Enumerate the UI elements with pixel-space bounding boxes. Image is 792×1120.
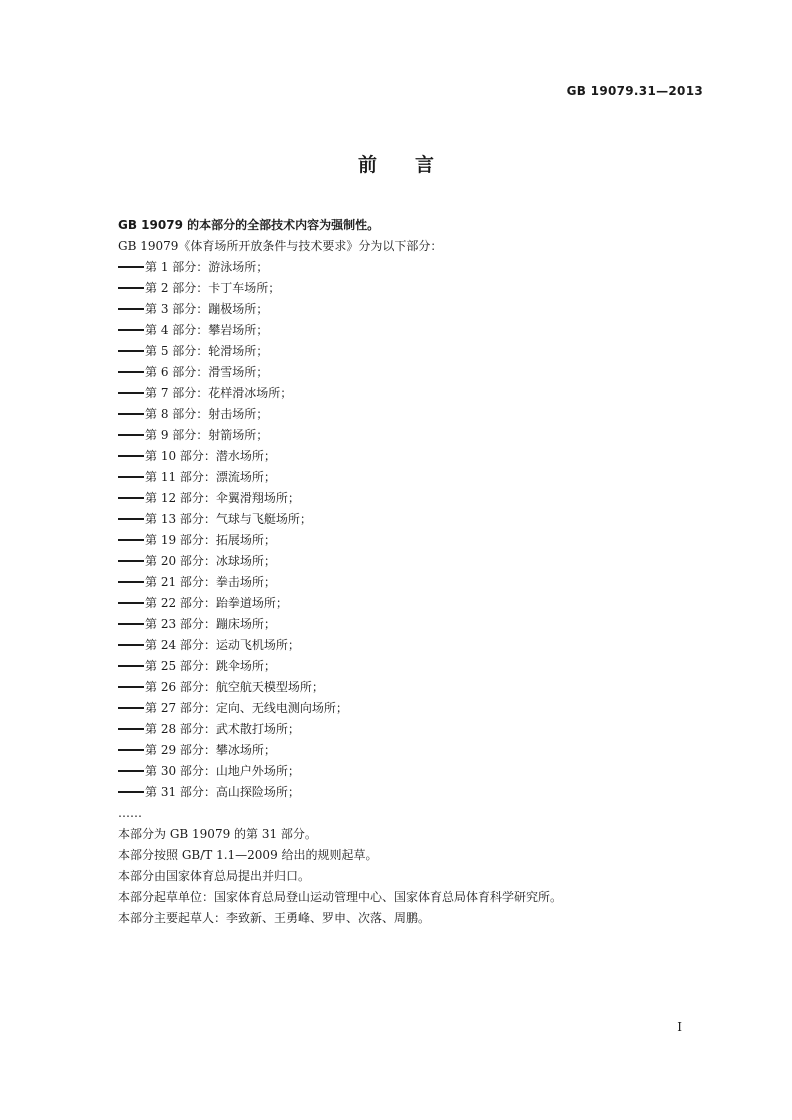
em-dash-icon [118,707,144,709]
list-item [118,341,718,362]
mandatory-statement: GB 19079 的本部分的全部技术内容为强制性。 [118,218,380,232]
note-line: 本部分起草单位：国家体育总局登山运动管理中心、国家体育总局体育科学研究所。 [118,890,563,904]
list-item-text: 第 3 部分：蹦极场所； [145,302,269,316]
list-item-text: 第 30 部分：山地户外场所； [145,764,300,778]
list-item-text: 第 12 部分：伞翼滑翔场所； [145,491,300,505]
em-dash-icon [118,392,144,394]
em-dash-icon [118,539,144,541]
em-dash-icon [118,560,144,562]
note-line: 本部分由国家体育总局提出并归口。 [118,869,311,883]
list-item [118,719,718,740]
list-item-text: 第 20 部分：冰球场所； [145,554,276,568]
list-item [118,572,718,593]
em-dash-icon [118,770,144,772]
division-statement: GB 19079《体育场所开放条件与技术要求》分为以下部分： [118,239,443,253]
em-dash-icon [118,476,144,478]
list-item [118,656,718,677]
list-item-text: 第 9 部分：射箭场所； [145,428,269,442]
list-item [118,551,718,572]
parts-list [118,257,718,803]
em-dash-icon [118,749,144,751]
list-item [118,299,718,320]
list-item [118,362,718,383]
em-dash-icon [118,728,144,730]
list-item-text: 第 13 部分：气球与飞艇场所； [145,512,312,526]
list-item-text: 第 6 部分：滑雪场所； [145,365,269,379]
list-item-text: 第 2 部分：卡丁车场所； [145,281,281,295]
list-item [118,530,718,551]
em-dash-icon [118,644,144,646]
note-line: 本部分按照 GB/T 1.1—2009 给出的规则起草。 [118,848,378,862]
em-dash-icon [118,497,144,499]
list-item-text: 第 1 部分：游泳场所； [145,260,269,274]
list-item [118,761,718,782]
foreword-body [118,215,718,929]
list-item-text: 第 27 部分：定向、无线电测向场所； [145,701,348,715]
em-dash-icon [118,623,144,625]
em-dash-icon [118,308,144,310]
list-item-text: 第 25 部分：跳伞场所； [145,659,276,673]
em-dash-icon [118,791,144,793]
list-item-text: 第 21 部分：拳击场所； [145,575,276,589]
note-line: 本部分为 GB 19079 的第 31 部分。 [118,827,317,841]
list-item-text: 第 26 部分：航空航天模型场所； [145,680,324,694]
em-dash-icon [118,434,144,436]
list-item-text: 第 24 部分：运动飞机场所； [145,638,300,652]
list-item [118,782,718,803]
list-item [118,320,718,341]
list-item-text: 第 5 部分：轮滑场所； [145,344,269,358]
page-title: 前言 [357,154,472,176]
em-dash-icon [118,455,144,457]
em-dash-icon [118,665,144,667]
list-item [118,404,718,425]
list-item-text: 第 7 部分：花样滑冰场所； [145,386,293,400]
list-item [118,677,718,698]
list-item [118,509,718,530]
em-dash-icon [118,686,144,688]
note-line: 本部分主要起草人：李致新、王勇峰、罗申、次落、周鹏。 [118,911,431,925]
list-item-text: 第 19 部分：拓展场所； [145,533,276,547]
list-item [118,593,718,614]
list-item-text: 第 10 部分：潜水场所； [145,449,276,463]
list-item [118,446,718,467]
em-dash-icon [118,266,144,268]
standard-code: GB 19079.31—2013 [566,84,703,98]
ellipsis: …… [118,806,142,820]
em-dash-icon [118,413,144,415]
list-item-text: 第 31 部分：高山探险场所； [145,785,300,799]
list-item-text: 第 22 部分：跆拳道场所； [145,596,288,610]
list-item-text: 第 28 部分：武术散打场所； [145,722,300,736]
em-dash-icon [118,518,144,520]
em-dash-icon [118,581,144,583]
notes-list [118,824,718,929]
list-item [118,488,718,509]
page-number: I [677,1020,682,1034]
list-item-text: 第 4 部分：攀岩场所； [145,323,269,337]
list-item [118,257,718,278]
list-item-text: 第 8 部分：射击场所； [145,407,269,421]
list-item [118,635,718,656]
em-dash-icon [118,287,144,289]
em-dash-icon [118,329,144,331]
em-dash-icon [118,602,144,604]
em-dash-icon [118,350,144,352]
list-item [118,425,718,446]
list-item [118,740,718,761]
list-item [118,614,718,635]
list-item-text: 第 29 部分：攀冰场所； [145,743,276,757]
list-item-text: 第 11 部分：漂流场所； [145,470,276,484]
list-item [118,383,718,404]
em-dash-icon [118,371,144,373]
list-item [118,698,718,719]
list-item-text: 第 23 部分：蹦床场所； [145,617,276,631]
list-item [118,467,718,488]
list-item [118,278,718,299]
